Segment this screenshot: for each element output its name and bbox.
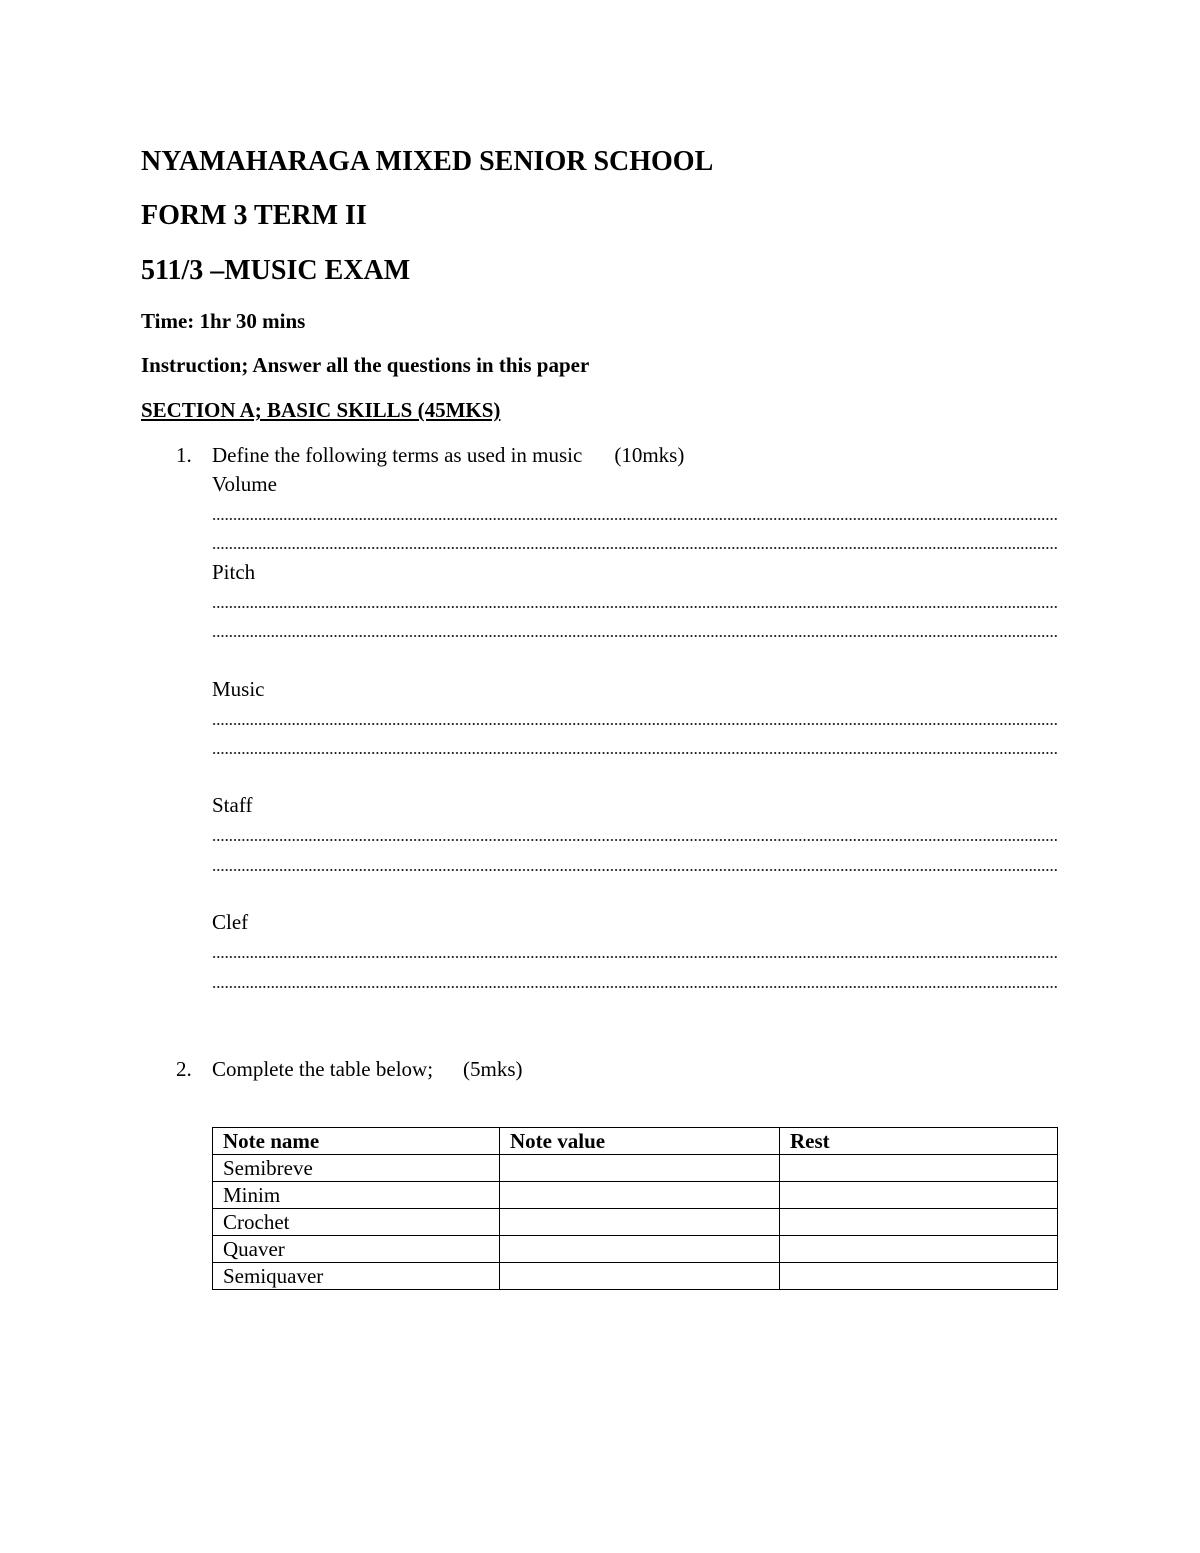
column-header-note-value: Note value	[500, 1128, 780, 1155]
note-value-cell[interactable]	[500, 1155, 780, 1182]
table-row	[213, 1263, 1058, 1290]
question-2-marks: (5mks)	[463, 1057, 523, 1081]
table-row	[213, 1155, 1058, 1182]
note-value-cell[interactable]	[500, 1263, 780, 1290]
answer-line[interactable]	[212, 751, 1057, 755]
table-row	[213, 1236, 1058, 1263]
rest-cell[interactable]	[780, 1209, 1058, 1236]
exam-instruction: Instruction; Answer all the questions in this paper	[141, 353, 590, 377]
note-name-cell: Semiquaver	[213, 1263, 500, 1290]
rest-cell[interactable]	[780, 1155, 1058, 1182]
question-1-text	[212, 442, 684, 468]
question-1-number: 1.	[176, 443, 192, 467]
note-name-cell: Semibreve	[213, 1155, 500, 1182]
note-value-cell[interactable]	[500, 1182, 780, 1209]
table-header-row	[213, 1128, 1058, 1155]
table-row	[213, 1209, 1058, 1236]
answer-line[interactable]	[212, 634, 1057, 638]
answer-line[interactable]	[212, 955, 1057, 959]
column-header-note-name: Note name	[213, 1128, 500, 1155]
question-2-number: 2.	[176, 1057, 192, 1081]
term-pitch: Pitch	[212, 560, 256, 584]
question-2-prompt: Complete the table below;	[212, 1057, 434, 1081]
section-heading: SECTION A; BASIC SKILLS (45MKS)	[141, 398, 501, 422]
school-name: NYAMAHARAGA MIXED SENIOR SCHOOL	[141, 146, 714, 177]
question-2-text	[212, 1056, 523, 1082]
answer-line[interactable]	[212, 605, 1057, 609]
rest-cell[interactable]	[780, 1182, 1058, 1209]
question-1-prompt: Define the following terms as used in music	[212, 443, 583, 467]
note-value-cell[interactable]	[500, 1209, 780, 1236]
note-name-cell: Quaver	[213, 1236, 500, 1263]
answer-line[interactable]	[212, 722, 1057, 726]
term-staff: Staff	[212, 793, 253, 817]
form-term: FORM 3 TERM II	[141, 200, 367, 231]
answer-line[interactable]	[212, 546, 1057, 550]
table-row	[213, 1182, 1058, 1209]
term-music: Music	[212, 677, 265, 701]
answer-line[interactable]	[212, 838, 1057, 842]
note-name-cell: Crochet	[213, 1209, 500, 1236]
answer-line[interactable]	[212, 517, 1057, 521]
note-name-cell: Minim	[213, 1182, 500, 1209]
term-volume: Volume	[212, 472, 277, 496]
rest-cell[interactable]	[780, 1236, 1058, 1263]
exam-time: Time: 1hr 30 mins	[141, 309, 306, 333]
note-table	[212, 1127, 1058, 1290]
rest-cell[interactable]	[780, 1263, 1058, 1290]
note-value-cell[interactable]	[500, 1236, 780, 1263]
term-clef: Clef	[212, 910, 249, 934]
question-1-marks: (10mks)	[614, 443, 685, 467]
paper-title: 511/3 –MUSIC EXAM	[141, 255, 411, 286]
column-header-rest: Rest	[780, 1128, 1058, 1155]
answer-line[interactable]	[212, 868, 1057, 872]
answer-line[interactable]	[212, 985, 1057, 989]
